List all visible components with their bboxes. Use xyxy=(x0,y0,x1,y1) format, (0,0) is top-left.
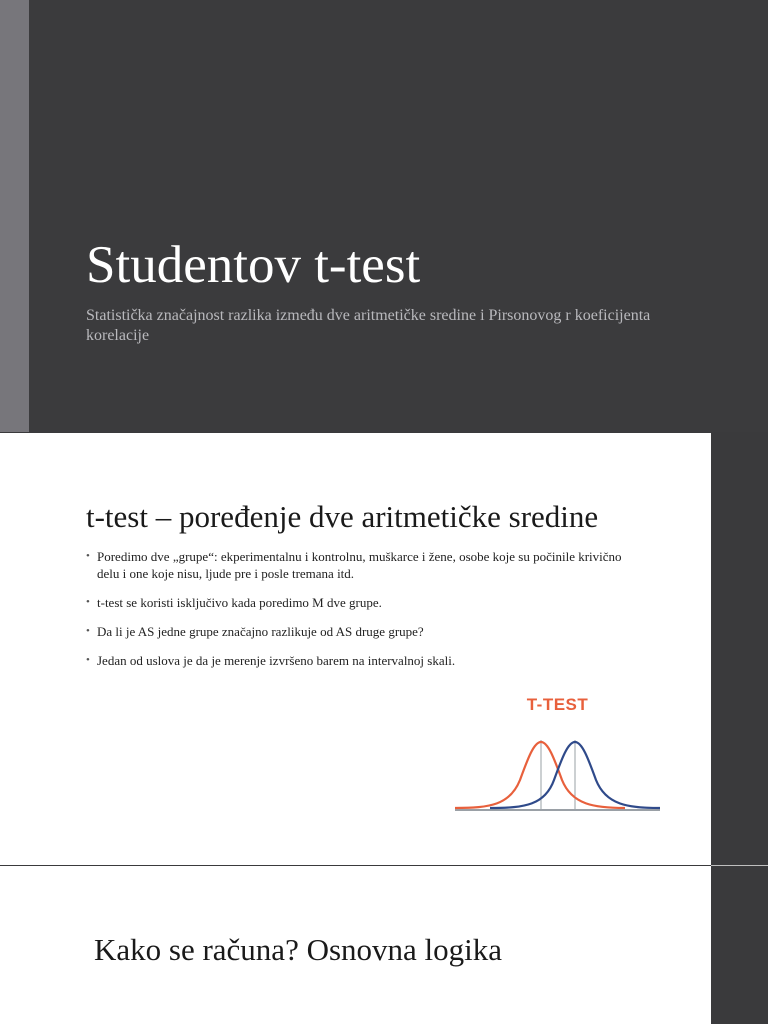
ttest-label: T-TEST xyxy=(526,695,589,714)
list-item xyxy=(86,652,646,669)
slide-heading: Kako se računa? Osnovna logika xyxy=(94,932,503,967)
distribution-curves-graphic xyxy=(450,730,665,820)
slide-subtitle: Statistička značajnost razlika između dve aritmetičke sredine i Pirsonovog r koeficijenta korelacije xyxy=(86,307,651,344)
accent-bar xyxy=(0,0,29,432)
list-item-text: t-test se koristi isključivo kada poredimo M dve grupe. xyxy=(97,595,382,610)
bullet-list xyxy=(86,548,646,681)
title-slide xyxy=(0,0,768,432)
content-slide-calculation xyxy=(0,866,711,1024)
slide-title: Studentov t-test xyxy=(86,236,421,294)
bullet-icon: • xyxy=(86,654,90,666)
list-item xyxy=(86,594,646,611)
list-item-text: Poredimo dve „grupe“: ekperimentalnu i kontrolnu, muškarce i žene, osobe koje su počinile krivično delu i one koje nisu, ljude pre i posle tremana itd. xyxy=(97,549,622,581)
list-item-text: Jedan od uslova je da je merenje izvršeno barem na intervalnoj skali. xyxy=(97,653,456,668)
list-item xyxy=(86,548,646,582)
bullet-icon: • xyxy=(86,550,90,562)
slide-divider xyxy=(711,865,768,866)
bullet-icon: • xyxy=(86,625,90,637)
ttest-graphic xyxy=(450,695,665,820)
content-slide-ttest xyxy=(0,433,711,865)
list-item xyxy=(86,623,646,640)
bullet-icon: • xyxy=(86,596,90,608)
slide-heading: t-test – poređenje dve aritmetičke sredine xyxy=(86,499,599,534)
list-item-text: Da li je AS jedne grupe značajno razlikuje od AS druge grupe? xyxy=(97,624,424,639)
